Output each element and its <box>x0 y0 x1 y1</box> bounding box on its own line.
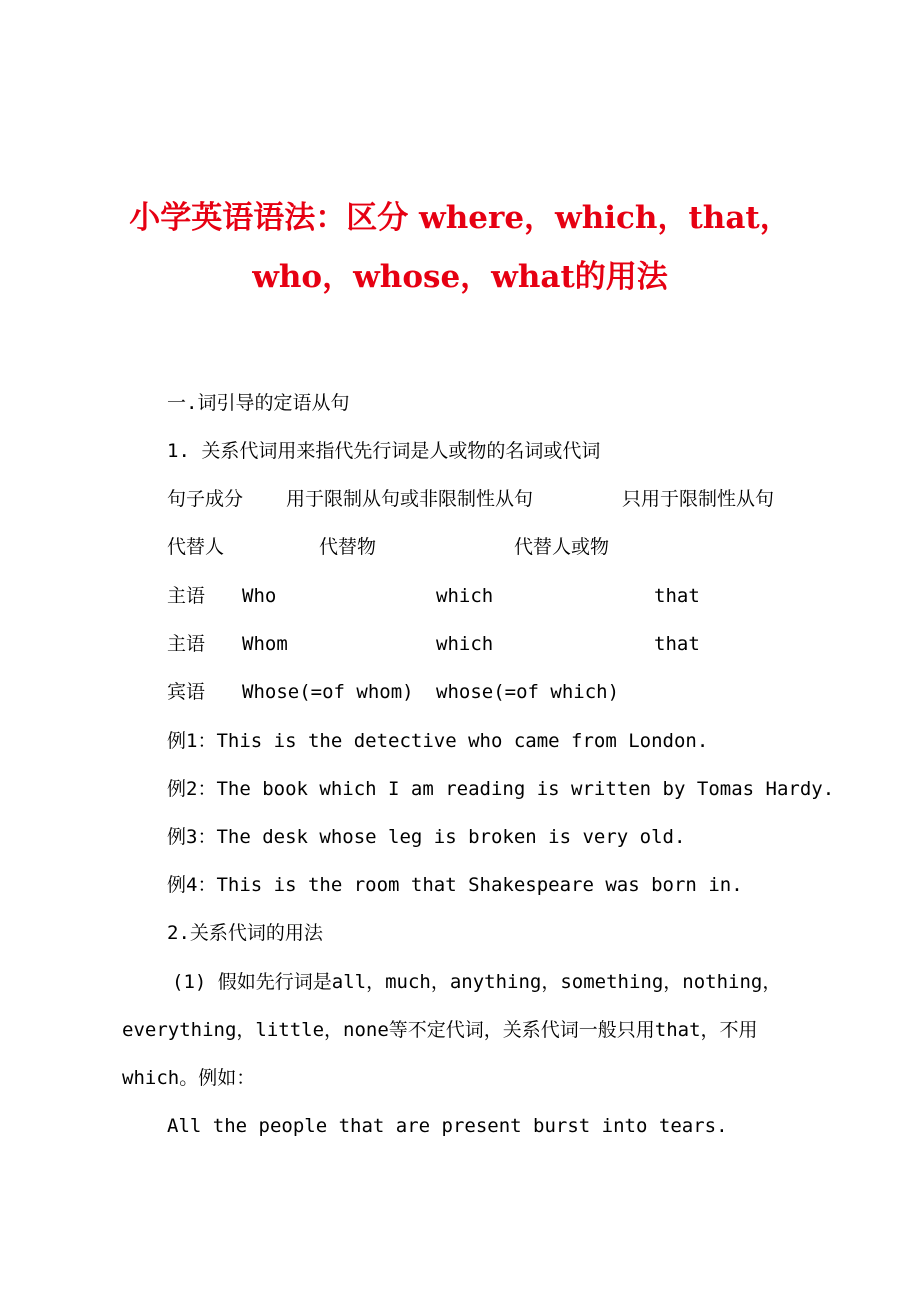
rule-text-line-3: which。例如： <box>122 1067 256 1089</box>
example-sentence-all-people: All the people that are present burst into tears. <box>167 1115 728 1137</box>
table-header-cell: 用于限制从句或非限制性从句 <box>286 488 534 510</box>
subsection-heading-2: 2.关系代词的用法 <box>167 922 323 944</box>
example-sentence: 例2：The book which I am reading is written by Tomas Hardy. <box>167 778 835 800</box>
rule-text-line-2: everything，little，none等不定代词，关系代词一般只用that，不用 <box>122 1019 758 1041</box>
table-cell: that <box>654 633 700 655</box>
table-header-cell: 只用于限制性从句 <box>622 488 775 510</box>
table-cell: Whom <box>242 633 288 655</box>
table-subheader-cell: 代替人 <box>167 536 225 558</box>
table-row-label: 主语 <box>167 633 206 655</box>
table-subheader-cell: 代替人或物 <box>514 536 610 558</box>
table-cell: whose(=of which) <box>436 681 620 703</box>
subsection-heading-1: 1. 关系代词用来指代先行词是人或物的名词或代词 <box>167 440 601 462</box>
example-sentence: 例3：The desk whose leg is broken is very old. <box>167 826 686 848</box>
table-cell: which <box>436 633 494 655</box>
section-heading: 一.词引导的定语从句 <box>167 392 350 414</box>
table-cell: which <box>436 585 494 607</box>
table-cell: Who <box>242 585 277 607</box>
table-header-cell: 句子成分 <box>167 488 244 510</box>
document-title-line-2: who，whose，what的用法 <box>252 259 668 295</box>
table-cell: that <box>654 585 700 607</box>
example-sentence: 例1：This is the detective who came from London. <box>167 730 709 752</box>
table-subheader-cell: 代替物 <box>319 536 377 558</box>
table-row-label: 主语 <box>167 585 206 607</box>
example-sentence: 例4：This is the room that Shakespeare was born in. <box>167 874 743 896</box>
rule-text-line-1: (1) 假如先行词是all，much，anything，something，nothing， <box>172 971 782 993</box>
table-cell: Whose(=of whom) <box>242 681 414 703</box>
table-row-label: 宾语 <box>167 681 206 703</box>
document-title-line-1: 小学英语语法：区分 where，which，that， <box>129 200 791 236</box>
